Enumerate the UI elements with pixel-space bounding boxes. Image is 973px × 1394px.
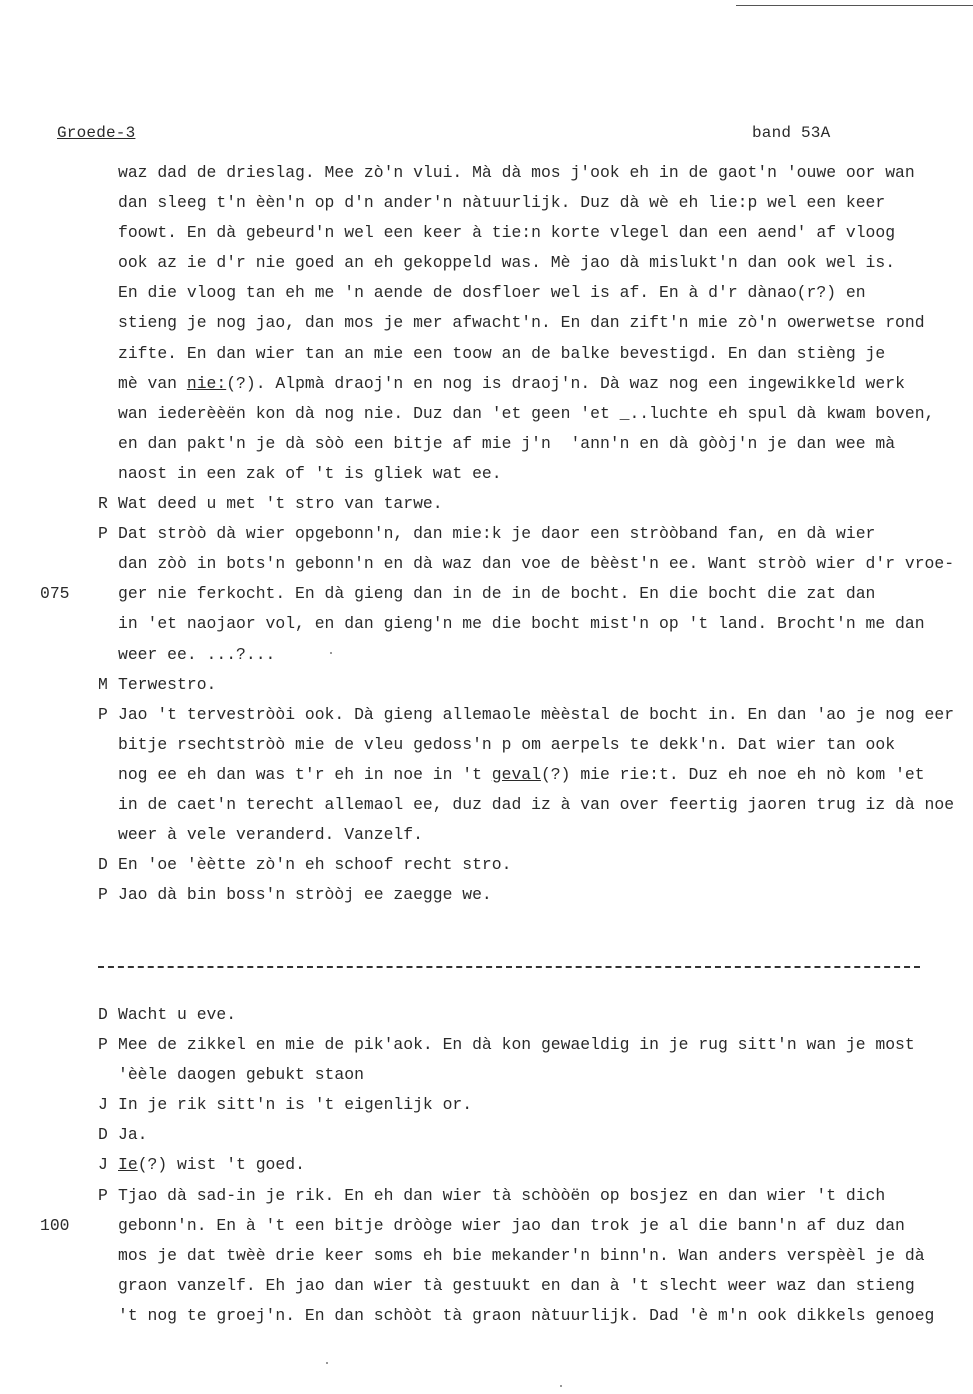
transcript-line	[0, 790, 973, 820]
transcript-line	[0, 459, 973, 489]
transcript-line	[0, 730, 973, 760]
line-text: zifte. En dan wier tan an mie een toow an de balke bevestigd. En dan stièng je	[118, 343, 886, 363]
transcript-line	[0, 489, 973, 519]
text-segment: (?). Alpmà draoj'n en nog is draoj'n. Dà waz nog een ingewikkeld werk	[226, 373, 905, 393]
line-text: En die vloog tan eh me 'n aende de dosfloer wel is af. En à d'r dànao(r?) en	[118, 283, 866, 303]
speaker-label: R	[98, 494, 108, 514]
transcript-line	[0, 1301, 973, 1331]
line-text: Tjao dà sad-in je rik. En eh dan wier tà schòòën op bosjez en dan wier 't dich	[118, 1185, 886, 1205]
transcript-line	[0, 579, 973, 609]
line-text: mos je dat twèè drie keer soms eh bie mekander'n binn'n. Wan anders verspèèl je dà	[118, 1245, 925, 1265]
transcript-line	[0, 308, 973, 338]
transcript-line	[0, 820, 973, 850]
line-text: ook az ie d'r nie goed an eh gekoppeld was. Mè jao dà mislukt'n dan ook wel is.	[118, 253, 896, 273]
line-text	[118, 369, 905, 399]
document-reference: Groede-3	[57, 124, 136, 142]
section-separator	[98, 966, 920, 968]
line-text: In je rik sitt'n is 't eigenlijk or.	[118, 1095, 473, 1115]
speaker-label: P	[98, 1035, 108, 1055]
transcript-line	[0, 158, 973, 188]
text-segment: nog ee eh dan was t'r eh in noe in 't	[118, 764, 492, 784]
transcript-line	[0, 760, 973, 790]
line-text: foowt. En dà gebeurd'n wel een keer à tie:n korte vlegel dan een aend' af vloog	[118, 223, 896, 243]
transcript-line	[0, 1090, 973, 1120]
text-segment: (?) mie rie:t. Duz eh noe eh nò kom 'et	[540, 764, 925, 784]
speaker-label: P	[98, 524, 108, 544]
line-text: in de caet'n terecht allemaol ee, duz dad iz à van over feertig jaoren trug iz dà noe	[118, 794, 955, 814]
line-number: 100	[40, 1215, 70, 1235]
speaker-label: P	[98, 1185, 108, 1205]
top-rule	[736, 5, 973, 6]
line-text	[118, 1150, 305, 1180]
line-text: stieng je nog jao, dan mos je mer afwacht'n. En dan zift'n mie zò'n owerwetse rond	[118, 313, 925, 333]
transcript-line	[0, 1211, 973, 1241]
tape-label: band 53A	[752, 124, 831, 142]
text-segment: (?) wist 't goed.	[137, 1155, 305, 1175]
speaker-label: M	[98, 674, 108, 694]
line-text: Terwestro.	[118, 674, 217, 694]
transcript-line	[0, 1000, 973, 1030]
transcript-line	[0, 369, 973, 399]
transcript-line	[0, 670, 973, 700]
line-text: Jao 't tervestròòi ook. Dà gieng allemaole mèèstal de bocht in. En dan 'ao je nog eer	[118, 704, 955, 724]
transcript-line	[0, 700, 973, 730]
transcript-line	[0, 609, 973, 639]
speaker-label: D	[98, 855, 108, 875]
line-text: Ja.	[118, 1125, 148, 1145]
transcript-line	[0, 549, 973, 579]
line-text: graon vanzelf. Eh jao dan wier tà gestuukt en dan à 't slecht weer waz dan stieng	[118, 1275, 915, 1295]
speaker-label: D	[98, 1125, 108, 1145]
line-text: Wat deed u met 't stro van tarwe.	[118, 494, 443, 514]
transcript-line	[0, 1181, 973, 1211]
transcript-line	[0, 1271, 973, 1301]
speck-mark	[330, 652, 332, 654]
line-text: dan sleeg t'n èèn'n op d'n ander'n nàtuurlijk. Duz dà wè eh lie:p wel een keer	[118, 193, 886, 213]
line-text: weer ee. ...?...	[118, 644, 276, 664]
line-text: dan zòò in bots'n gebonn'n en dà waz dan voe de bèèst'n ee. Want stròò wier d'r vroe-	[118, 554, 955, 574]
line-text: Wacht u eve.	[118, 1005, 237, 1024]
transcript-line	[0, 429, 973, 459]
speaker-label: P	[98, 885, 108, 905]
transcript-line	[0, 640, 973, 670]
speaker-label: P	[98, 704, 108, 724]
speck-mark	[560, 1385, 562, 1387]
underlined-word: geval	[491, 764, 541, 784]
line-text: gebonn'n. En à 't een bitje dròòge wier jao dan trok je al die bann'n af duz dan	[118, 1215, 905, 1235]
transcript-line	[0, 218, 973, 248]
line-text: Dat stròò dà wier opgebonn'n, dan mie:k je daor een stròòband fan, en dà wier	[118, 524, 876, 544]
text-segment: mè van	[118, 373, 187, 393]
transcript-line	[0, 278, 973, 308]
transcript-line	[0, 850, 973, 880]
speaker-label: D	[98, 1005, 108, 1024]
transcript-line	[0, 880, 973, 910]
transcript-line	[0, 519, 973, 549]
line-text: 't nog te groej'n. En dan schòòt tà graon nàtuurlijk. Dad 'è m'n ook dikkels genoeg	[118, 1305, 935, 1325]
line-text: weer à vele veranderd. Vanzelf.	[118, 825, 423, 845]
transcript-line	[0, 188, 973, 218]
line-text: en dan pakt'n je dà sòò een bitje af mie j'n 'ann'n en dà gòòj'n je dan wee mà	[118, 433, 896, 453]
line-text: bitje rsechtstròò mie de vleu gedoss'n p om aerpels te dekk'n. Dat wier tan ook	[118, 734, 896, 754]
underlined-word: nie:	[186, 373, 227, 393]
line-text: Mee de zikkel en mie de pik'aok. En dà kon gewaeldig in je rug sitt'n wan je most	[118, 1035, 915, 1055]
transcript-line	[0, 248, 973, 278]
transcript-line	[0, 399, 973, 429]
line-text: waz dad de drieslag. Mee zò'n vlui. Mà dà mos j'ook eh in de gaot'n 'ouwe oor wan	[118, 163, 915, 182]
transcript-line	[0, 1120, 973, 1150]
line-text: wan iederèèën kon dà nog nie. Duz dan 'et geen 'et _..luchte eh spul dà kwam boven,	[118, 403, 935, 423]
underlined-word: Ie	[118, 1155, 138, 1175]
line-text: in 'et naojaor vol, en dan gieng'n me die bocht mist'n op 't land. Brocht'n me dan	[118, 614, 925, 634]
transcript-line	[0, 1060, 973, 1090]
transcript-section-1	[0, 158, 973, 910]
line-text: Jao dà bin boss'n stròòj ee zaegge we.	[118, 885, 492, 905]
transcript-line	[0, 1150, 973, 1180]
line-number: 075	[40, 584, 70, 604]
transcript-section-2	[0, 1000, 973, 1331]
line-text: naost in een zak of 't is gliek wat ee.	[118, 463, 502, 483]
speaker-label: J	[98, 1095, 108, 1115]
line-text: En 'oe 'èètte zò'n eh schoof recht stro.	[118, 855, 512, 875]
line-text: 'èèle daogen gebukt staon	[118, 1065, 364, 1085]
speck-mark	[326, 1362, 328, 1364]
transcript-line	[0, 1030, 973, 1060]
transcript-line	[0, 339, 973, 369]
transcript-line	[0, 1241, 973, 1271]
speaker-label: J	[98, 1155, 108, 1175]
line-text	[118, 760, 925, 790]
line-text: ger nie ferkocht. En dà gieng dan in de in de bocht. En die bocht die zat dan	[118, 584, 876, 604]
